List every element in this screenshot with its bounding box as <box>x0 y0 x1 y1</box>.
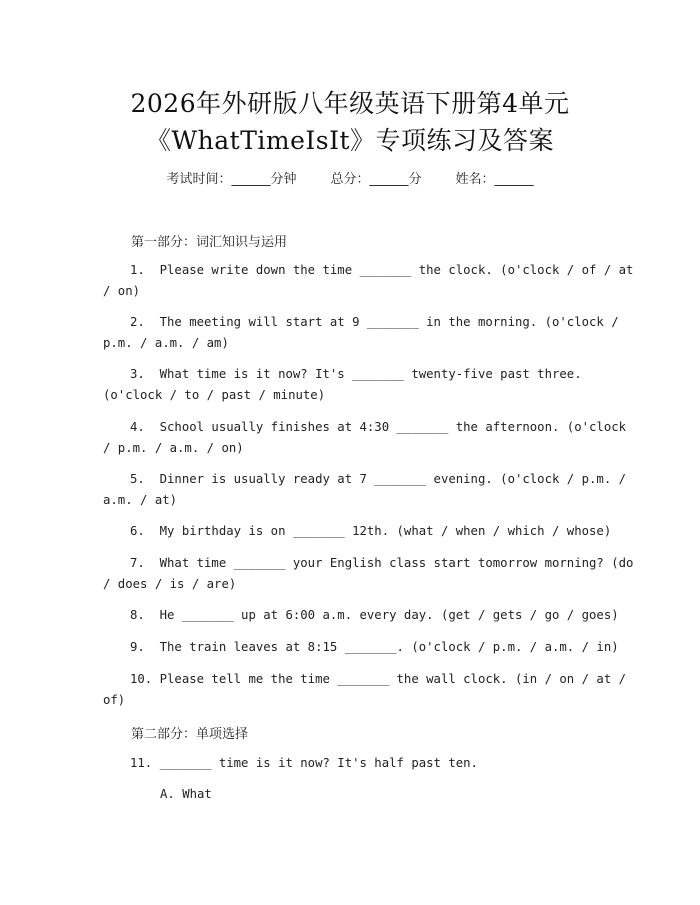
question-11-option-a: A. What <box>160 787 212 801</box>
question-3 <box>103 364 603 406</box>
question-9 <box>103 637 619 658</box>
question-3-line-2: (o'clock / to / past / minute) <box>103 388 326 402</box>
question-1-line-1: 1. Please write down the time _______ the clock. (o'clock / of / at <box>130 263 634 277</box>
question-7 <box>103 553 634 595</box>
question-11 <box>103 753 603 774</box>
question-5-line-2: a.m. / at) <box>103 493 178 507</box>
question-2 <box>103 312 619 354</box>
exam-name: 姓名：______ <box>455 172 534 187</box>
question-10 <box>103 669 627 711</box>
exam-score: 总分：______分 <box>330 172 422 187</box>
question-2-line-2: p.m. / a.m. / am) <box>103 336 229 350</box>
question-1-line-2: / on) <box>103 284 141 298</box>
question-9-line-1: 9. The train leaves at 8:15 _______. (o'clock / p.m. / a.m. / in) <box>130 640 619 654</box>
question-4-line-1: 4. School usually finishes at 4:30 _______ the afternoon. (o'clock <box>130 420 627 434</box>
exam-info-row <box>0 168 700 187</box>
document-title-line-1: 2026年外研版八年级英语下册第4单元 <box>130 89 570 118</box>
document-title-line-2: 《WhatTimeIsIt》专项练习及答案 <box>145 126 555 155</box>
question-5 <box>103 469 627 511</box>
question-4-line-2: / p.m. / a.m. / on) <box>103 441 244 455</box>
question-8 <box>103 605 619 626</box>
question-1 <box>103 260 634 302</box>
exam-time: 考试时间：______分钟 <box>166 172 297 187</box>
question-7-line-1: 7. What time _______ your English class start tomorrow morning? (do <box>130 556 634 570</box>
question-2-line-1: 2. The meeting will start at 9 _______ in the morning. (o'clock / <box>130 315 619 329</box>
question-6 <box>103 521 612 542</box>
question-7-line-2: / does / is / are) <box>103 577 237 591</box>
section-2-title: 第二部分：单项选择 <box>131 727 249 742</box>
section-1-title: 第一部分：词汇知识与运用 <box>131 235 288 250</box>
question-8-line-1: 8. He _______ up at 6:00 a.m. every day. (get / gets / go / goes) <box>130 608 619 622</box>
question-6-line-1: 6. My birthday is on _______ 12th. (what / when / which / whose) <box>130 524 612 538</box>
question-5-line-1: 5. Dinner is usually ready at 7 _______ evening. (o'clock / p.m. / <box>130 472 627 486</box>
question-11-line-1: 11. _______ time is it now? It's half past ten. <box>130 756 478 770</box>
question-10-line-2: of) <box>103 693 126 707</box>
question-4 <box>103 417 627 459</box>
question-3-line-1: 3. What time is it now? It's _______ twenty-five past three. <box>130 367 582 381</box>
question-10-line-1: 10. Please tell me the time _______ the wall clock. (in / on / at / <box>130 672 627 686</box>
